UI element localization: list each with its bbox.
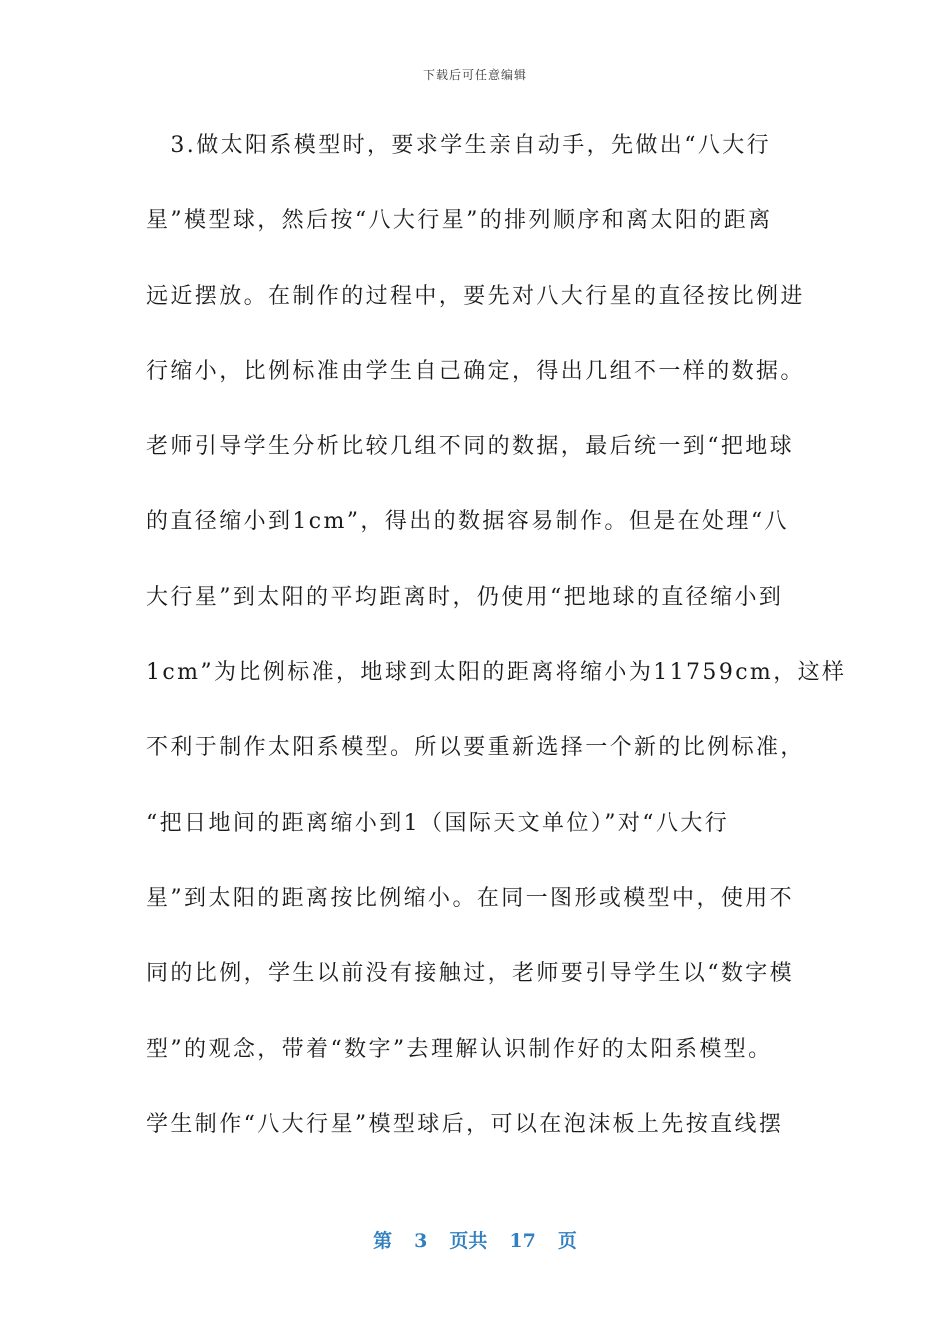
text-line: 不利于制作太阳系模型。所以要重新选择一个新的比例标准，: [146, 735, 805, 761]
text-line: “把日地间的距离缩小到1（国际天文单位）”对“八大行: [146, 810, 730, 836]
page-total: 17: [509, 1230, 536, 1252]
text-line: 3.做太阳系模型时，要求学生亲自动手，先做出“八大行: [146, 133, 772, 158]
text-line: 学生制作“八大行星”模型球后，可以在泡沫板上先按直线摆: [146, 1111, 784, 1137]
document-body: [146, 127, 847, 1181]
text-line: 远近摆放。在制作的过程中，要先对八大行星的直径按比例进: [146, 283, 805, 309]
text-line: 的直径缩小到1cm”，得出的数据容易制作。但是在处理“八: [146, 509, 789, 535]
text-line: 1cm”为比例标准，地球到太阳的距离将缩小为11759cm，这样: [146, 660, 847, 686]
text-line: 大行星”到太阳的平均距离时，仍使用“把地球的直径缩小到: [146, 584, 784, 610]
page-middle: 页共: [449, 1230, 488, 1252]
page-number: 3: [414, 1230, 428, 1252]
header-note: 下载后可任意编辑: [422, 68, 527, 82]
page-footer: [0, 1226, 950, 1253]
text-line: 老师引导学生分析比较几组不同的数据，最后统一到“把地球: [146, 434, 795, 460]
text-line: 型”的观念，带着“数字”去理解认识制作好的太阳系模型。: [146, 1036, 773, 1062]
page-suffix: 页: [557, 1230, 577, 1252]
text-line: 星”到太阳的距离按比例缩小。在同一图形或模型中，使用不: [146, 885, 795, 911]
text-line: 同的比例，学生以前没有接触过，老师要引导学生以“数字模: [146, 961, 795, 987]
text-line: 行缩小，比例标准由学生自己确定，得出几组不一样的数据。: [146, 358, 805, 384]
page-prefix: 第: [373, 1230, 393, 1252]
text-line: 星”模型球，然后按“八大行星”的排列顺序和离太阳的距离: [146, 208, 773, 234]
